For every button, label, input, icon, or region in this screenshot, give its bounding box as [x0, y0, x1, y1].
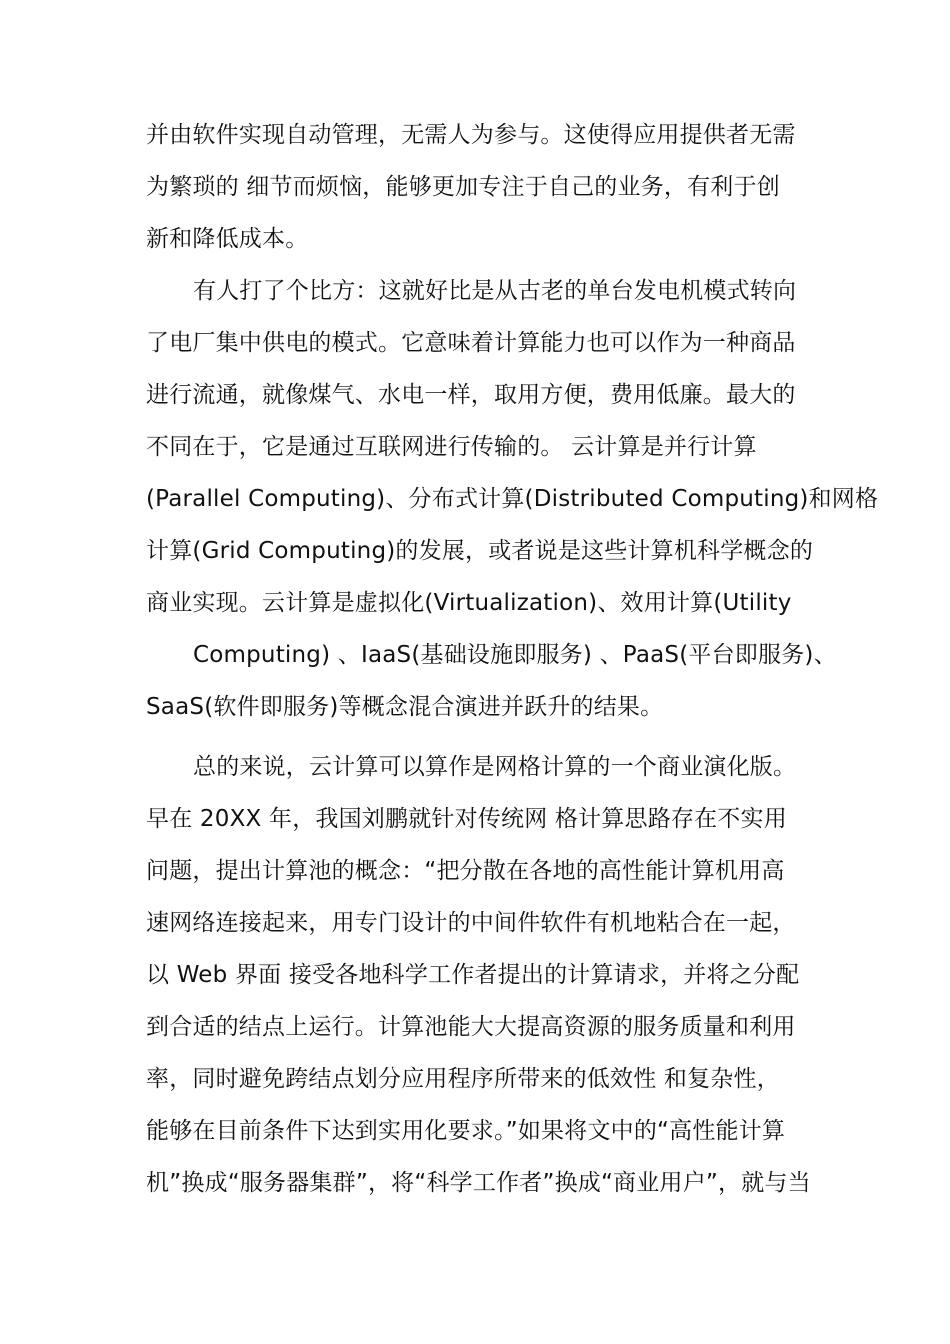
- text-line: 进行流通，就像煤气、水电一样，取用方便，费用低廉。最大的: [146, 382, 796, 408]
- text-line: (Parallel Computing)、分布式计算(Distributed Computing)和网格: [146, 486, 879, 512]
- text-line: 能够在目前条件下达到实用化要求。”如果将文中的“高性能计算: [146, 1118, 786, 1144]
- text-line: 问题，提出计算池的概念：“把分散在各地的高性能计算机用高: [146, 858, 785, 884]
- text-line: 并由软件实现自动管理，无需人为参与。这使得应用提供者无需: [146, 122, 796, 148]
- paragraph-start-line: 总的来说，云计算可以算作是网格计算的一个商业演化版。: [193, 754, 797, 780]
- text-line: 不同在于，它是通过互联网进行传输的。 云计算是并行计算: [146, 434, 757, 460]
- text-line: 机”换成“服务器集群”，将“科学工作者”换成“商业用户”，就与当: [146, 1170, 811, 1196]
- text-line: 以 Web 界面 接受各地科学工作者提出的计算请求，并将之分配: [146, 962, 800, 988]
- text-line: 商业实现。云计算是虚拟化(Virtualization)、效用计算(Utility: [146, 590, 792, 616]
- paragraph-start-line: 有人打了个比方：这就好比是从古老的单台发电机模式转向: [193, 278, 797, 304]
- text-line: 率，同时避免跨结点划分应用程序所带来的低效性 和复杂性，: [146, 1066, 780, 1092]
- text-line: 了电厂集中供电的模式。它意味着计算能力也可以作为一种商品: [146, 330, 796, 356]
- text-line: 到合适的结点上运行。计算池能大大提高资源的服务质量和利用: [146, 1014, 796, 1040]
- text-line: Computing) 、IaaS(基础设施即服务) 、PaaS(平台即服务)、: [193, 642, 837, 668]
- text-line: 早在 20XX 年，我国刘鹏就针对传统网 格计算思路存在不实用: [146, 806, 787, 832]
- text-line: 计算(Grid Computing)的发展，或者说是这些计算机科学概念的: [146, 538, 814, 564]
- text-line: 为繁琐的 细节而烦恼，能够更加专注于自己的业务，有利于创: [146, 174, 780, 200]
- text-line: 速网络连接起来，用专门设计的中间件软件有机地粘合在一起，: [146, 910, 796, 936]
- text-line: 新和降低成本。: [146, 226, 309, 252]
- text-line: SaaS(软件即服务)等概念混合演进并跃升的结果。: [146, 694, 664, 720]
